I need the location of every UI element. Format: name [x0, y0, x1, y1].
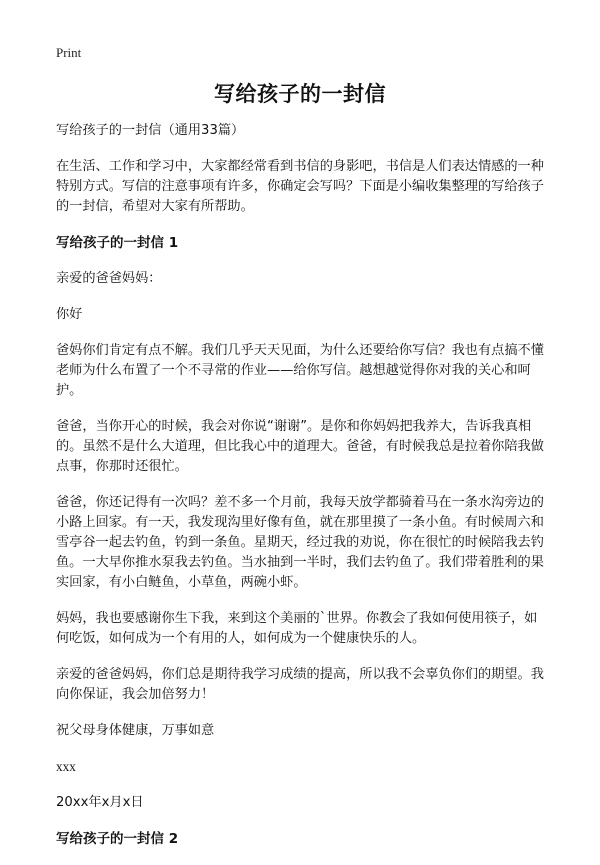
letter-paragraph-4: 妈妈，我也要感谢你生下我，来到这个美丽的`世界。你教会了我如何使用筷子，如何吃饭，如何成为一个有用的人，如何成为一个健康快乐的人。 [56, 611, 538, 646]
letter-closing: 祝父母身体健康，万事如意 [56, 723, 215, 738]
section-heading-1: 写给孩子的一封信 1 [56, 235, 179, 251]
intro-paragraph: 在生活、工作和学习中，大家都经常看到书信的身影吧，书信是人们表达情感的一种特别方式。写信的注意事项有许多，你确定会写吗？下面是小编收集整理的写给孩子的一封信，希望对大家有所帮助。 [56, 159, 544, 214]
letter-signature: xxx [56, 759, 76, 774]
article-subtitle: 写给孩子的一封信（通用33篇） [56, 123, 245, 138]
letter-paragraph-5: 亲爱的爸爸妈妈，你们总是期待我学习成绩的提高，所以我不会辜负你们的期望。我向你保证，我会加倍努力！ [56, 667, 544, 702]
letter-paragraph-3: 爸爸，你还记得有一次吗？差不多一个月前，我每天放学都骑着马在一条水沟旁边的小路上回家。有一天，我发现沟里好像有鱼，就在那里摸了一条小鱼。有时候周六和雪亭谷一起去钓鱼，钓到一条鱼。星期天，经过我的劝说，你在很忙的时候陪我去钓鱼。一大早你推水泵我去钓鱼。当水抽到一半时，我们去钓鱼了。我们带着胜利的果实回家，有小白鲢鱼，小草鱼，两碗小虾。 [56, 495, 544, 590]
letter-paragraph-1: 爸妈你们肯定有点不解。我们几乎天天见面，为什么还要给你写信？我也有点搞不懂老师为什么布置了一个不寻常的作业——给你写信。越想越觉得你对我的关心和呵护。 [56, 343, 544, 398]
section-heading-2: 写给孩子的一封信 2 [56, 831, 179, 847]
print-link[interactable]: Print [56, 45, 82, 60]
letter-greeting: 你好 [56, 307, 83, 322]
letter-paragraph-2: 爸爸，当你开心的时候，我会对你说“谢谢”。是你和你妈妈把我养大，告诉我真相的。虽然不是什么大道理，但比我心中的道理大。爸爸，有时候我总是拉着你陪我做点事，你那时还很忙。 [56, 419, 544, 474]
letter-date: 20xx年x月x日 [56, 795, 144, 810]
article-body [56, 121, 548, 865]
page-title: 写给孩子的一封信 [214, 82, 386, 106]
letter-salutation: 亲爱的爸爸妈妈： [56, 271, 162, 286]
